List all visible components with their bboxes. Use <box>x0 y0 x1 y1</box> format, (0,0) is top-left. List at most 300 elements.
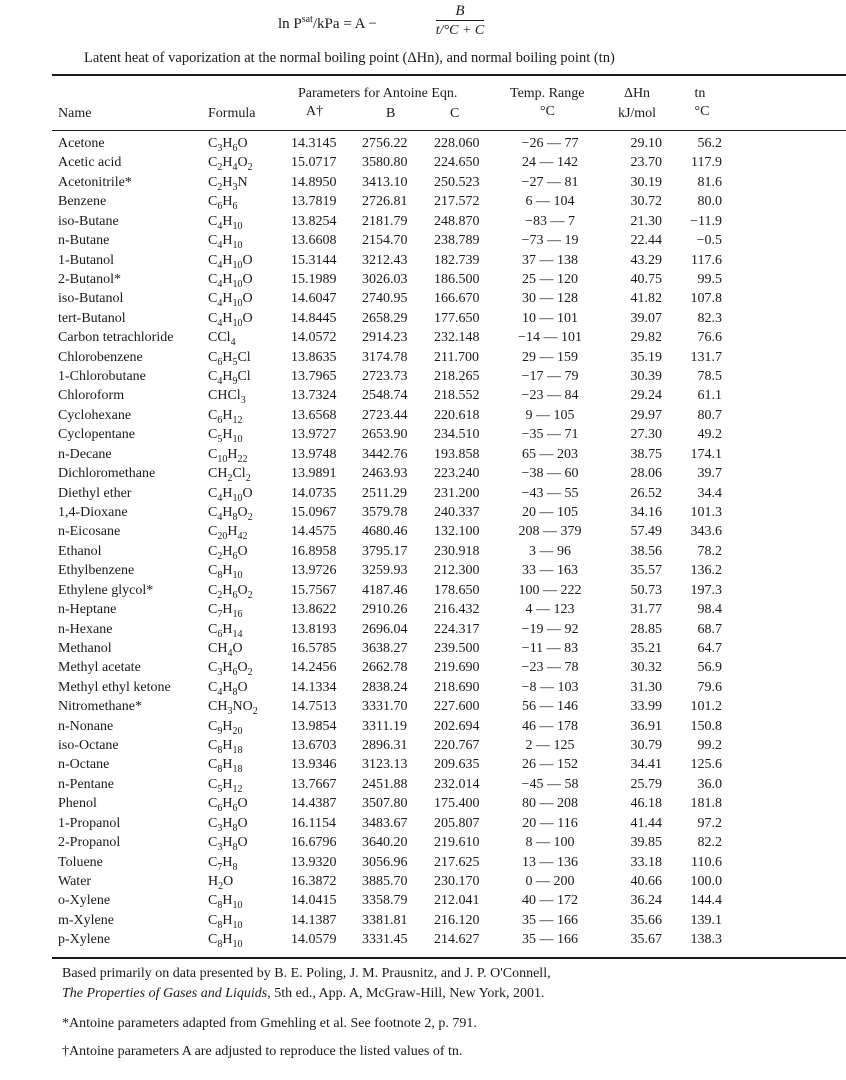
cell-a: 16.1154 <box>291 815 336 831</box>
cell-a: 15.0717 <box>291 155 337 171</box>
cell-name: Cyclopentane <box>58 427 135 443</box>
table-row <box>0 348 846 367</box>
cell-temp-range: 0 — 200 <box>525 873 575 889</box>
cell-formula: $C_3H_8O$ <box>208 835 248 853</box>
header-tn-unit: °C <box>694 104 710 119</box>
cell-c: 177.650 <box>434 310 480 326</box>
cell-b: 3259.93 <box>362 563 408 579</box>
cell-dh: 35.66 <box>630 912 662 928</box>
cell-c: 232.014 <box>434 776 480 792</box>
cell-name: Methyl acetate <box>58 660 141 676</box>
table-row <box>0 328 846 347</box>
cell-tn: 107.8 <box>690 291 722 307</box>
cell-name: Phenol <box>58 796 97 812</box>
cell-temp-range: −19 — 92 <box>521 621 579 637</box>
cell-dh: 23.70 <box>630 155 662 171</box>
table-row <box>0 833 846 852</box>
cell-name: Acetone <box>58 136 105 151</box>
cell-name: Methanol <box>58 640 112 656</box>
cell-b: 2723.44 <box>362 407 408 423</box>
cell-b: 2511.29 <box>362 485 407 501</box>
cell-b: 3331.45 <box>362 932 408 948</box>
cell-tn: 98.4 <box>697 602 722 618</box>
table-row <box>0 775 846 794</box>
cell-dh: 30.19 <box>630 174 662 190</box>
footnote-book-title: The Properties of Gases and Liquids <box>62 986 268 1001</box>
cell-a: 14.1387 <box>291 912 337 928</box>
cell-c: 132.100 <box>434 524 480 540</box>
cell-temp-range: 4 — 123 <box>525 602 575 618</box>
cell-formula: $C_2H_3N$ <box>208 174 248 193</box>
cell-b: 2723.73 <box>362 369 408 385</box>
cell-tn: 49.2 <box>697 427 722 443</box>
cell-a: 14.0735 <box>291 485 337 501</box>
cell-a: 16.5785 <box>291 640 337 656</box>
cell-b: 3413.10 <box>362 174 408 190</box>
table-row <box>0 542 846 561</box>
cell-b: 2696.04 <box>362 621 408 637</box>
cell-dh: 29.24 <box>630 388 662 404</box>
cell-formula: $C_4H_{10}$ <box>208 213 243 232</box>
cell-b: 4680.46 <box>362 524 408 540</box>
cell-dh: 29.10 <box>630 136 662 151</box>
cell-temp-range: 20 — 105 <box>522 504 578 520</box>
cell-formula: $CH_4O$ <box>208 640 243 659</box>
header-name: Name <box>58 106 92 121</box>
cell-name: n-Hexane <box>58 621 113 637</box>
cell-tn: 131.7 <box>690 349 722 365</box>
cell-c: 209.635 <box>434 757 480 773</box>
cell-tn: 343.6 <box>690 524 722 540</box>
header-formula: Formula <box>208 106 256 121</box>
cell-temp-range: 25 — 120 <box>522 271 578 287</box>
cell-dh: 29.97 <box>630 407 662 423</box>
cell-temp-range: 24 — 142 <box>522 155 578 171</box>
cell-a: 15.0967 <box>291 504 337 520</box>
cell-temp-range: 30 — 128 <box>522 291 578 307</box>
cell-tn: 79.6 <box>697 679 722 695</box>
cell-tn: 39.7 <box>697 466 722 482</box>
header-a: A† <box>306 104 324 119</box>
cell-tn: 150.8 <box>690 718 722 734</box>
cell-formula: $C_{20}H_{42}$ <box>208 524 248 543</box>
cell-a: 13.9727 <box>291 427 337 443</box>
cell-tn: 144.4 <box>690 893 722 909</box>
cell-tn: 97.2 <box>697 815 722 831</box>
cell-a: 15.1989 <box>291 271 337 287</box>
table-bottom-rule <box>52 957 846 959</box>
cell-dh: 27.30 <box>630 427 662 443</box>
table-row <box>0 678 846 697</box>
cell-a: 14.8950 <box>291 174 337 190</box>
equation-fraction <box>434 2 486 41</box>
cell-a: 14.0572 <box>291 330 337 346</box>
cell-name: iso-Butane <box>58 213 119 229</box>
table-row <box>0 192 846 211</box>
cell-a: 13.9748 <box>291 446 337 462</box>
cell-temp-range: −43 — 55 <box>521 485 579 501</box>
cell-temp-range: 100 — 222 <box>518 582 582 598</box>
cell-temp-range: 37 — 138 <box>522 252 578 268</box>
table-row <box>0 270 846 289</box>
cell-c: 202.694 <box>434 718 480 734</box>
cell-temp-range: 56 — 146 <box>522 699 578 715</box>
cell-tn: 56.9 <box>697 660 722 676</box>
table-row <box>0 251 846 270</box>
cell-formula: $C_7H_{16}$ <box>208 602 243 620</box>
header-b: B <box>386 106 396 121</box>
cell-c: 230.170 <box>434 873 480 889</box>
cell-c: 212.300 <box>434 563 480 579</box>
cell-temp-range: 65 — 203 <box>522 446 578 462</box>
cell-tn: 64.7 <box>697 640 722 656</box>
cell-tn: 138.3 <box>690 932 722 948</box>
cell-name: Water <box>58 873 92 889</box>
table-row <box>0 289 846 308</box>
table-row <box>0 658 846 677</box>
cell-dh: 26.52 <box>630 485 662 501</box>
cell-a: 13.6568 <box>291 407 337 423</box>
cell-name: Ethylbenzene <box>58 563 135 579</box>
cell-dh: 46.18 <box>630 796 662 812</box>
cell-dh: 33.99 <box>630 699 662 715</box>
cell-formula: $C_4H_{10}O$ <box>208 252 253 271</box>
cell-a: 13.7667 <box>291 776 337 792</box>
cell-c: 175.400 <box>434 796 480 812</box>
header-tn: tn <box>694 86 706 101</box>
cell-formula: $C_8H_{10}$ <box>208 912 243 931</box>
cell-a: 13.8622 <box>291 602 337 618</box>
cell-dh: 38.75 <box>630 446 662 462</box>
cell-c: 238.789 <box>434 233 480 249</box>
cell-tn: 68.7 <box>697 621 722 637</box>
cell-c: 212.041 <box>434 893 480 909</box>
cell-c: 217.572 <box>434 194 480 210</box>
table-row <box>0 309 846 328</box>
cell-tn: 99.2 <box>697 738 722 754</box>
cell-a: 13.9346 <box>291 757 337 773</box>
cell-temp-range: −23 — 84 <box>521 388 579 404</box>
cell-b: 2726.81 <box>362 194 408 210</box>
cell-name: Benzene <box>58 194 107 210</box>
cell-a: 14.1334 <box>291 679 337 695</box>
cell-name: n-Heptane <box>58 602 117 618</box>
cell-formula: $C_6H_{12}$ <box>208 407 243 426</box>
cell-tn: 101.3 <box>690 504 722 520</box>
cell-temp-range: −83 — 7 <box>525 213 575 229</box>
cell-b: 3483.67 <box>362 815 408 831</box>
cell-c: 234.510 <box>434 427 480 443</box>
cell-tn: 80.0 <box>697 194 722 210</box>
cell-tn: 36.0 <box>697 776 722 792</box>
cell-b: 2451.88 <box>362 776 408 792</box>
cell-c: 219.690 <box>434 660 480 676</box>
cell-c: 223.240 <box>434 466 480 482</box>
table-row <box>0 134 846 153</box>
cell-temp-range: 2 — 125 <box>525 738 575 754</box>
cell-temp-range: 9 — 105 <box>525 407 575 423</box>
cell-b: 3507.80 <box>362 796 408 812</box>
cell-c: 250.523 <box>434 174 480 190</box>
cell-a: 14.4575 <box>291 524 337 540</box>
table-row <box>0 406 846 425</box>
header-temp-unit: °C <box>540 104 555 119</box>
cell-b: 3174.78 <box>362 349 408 365</box>
cell-temp-range: −11 — 83 <box>521 640 579 656</box>
cell-formula: $C_6H_6$ <box>208 194 238 213</box>
cell-c: 218.690 <box>434 679 480 695</box>
cell-tn: 78.5 <box>697 369 722 385</box>
cell-tn: 197.3 <box>690 582 722 598</box>
cell-dh: 30.39 <box>630 369 662 385</box>
table-row <box>0 173 846 192</box>
cell-name: Ethylene glycol* <box>58 582 154 598</box>
table-top-rule <box>52 74 846 76</box>
cell-b: 3638.27 <box>362 640 408 656</box>
cell-a: 13.9320 <box>291 854 337 870</box>
cell-dh: 41.44 <box>630 815 662 831</box>
cell-a: 16.8958 <box>291 543 337 559</box>
cell-dh: 21.30 <box>630 213 662 229</box>
cell-temp-range: 46 — 178 <box>522 718 578 734</box>
cell-a: 14.7513 <box>291 699 337 715</box>
equation-lhs: $\ln P^{sat}$/kPa = A − <box>278 14 377 32</box>
cell-tn: 61.1 <box>697 388 722 404</box>
cell-dh: 31.77 <box>630 602 662 618</box>
table-row <box>0 445 846 464</box>
cell-a: 16.3872 <box>291 873 337 889</box>
cell-dh: 35.21 <box>630 640 662 656</box>
cell-tn: 136.2 <box>690 563 722 579</box>
cell-a: 13.7819 <box>291 194 337 210</box>
table-row <box>0 736 846 755</box>
cell-name: Methyl ethyl ketone <box>58 679 171 695</box>
cell-name: p-Xylene <box>58 932 111 948</box>
cell-name: Diethyl ether <box>58 485 132 501</box>
header-c: C <box>450 106 460 121</box>
cell-b: 3123.13 <box>362 757 408 773</box>
cell-b: 3331.70 <box>362 699 408 715</box>
cell-name: iso-Octane <box>58 738 119 754</box>
table-row <box>0 600 846 619</box>
cell-formula: $C_5H_{12}$ <box>208 776 243 795</box>
cell-temp-range: 40 — 172 <box>522 893 578 909</box>
table-row <box>0 639 846 658</box>
cell-formula: $CH_2Cl_2$ <box>208 466 251 484</box>
table-row <box>0 794 846 813</box>
cell-tn: 81.6 <box>697 174 722 190</box>
cell-formula: $C_6H_6O$ <box>208 796 248 815</box>
table-row <box>0 522 846 541</box>
cell-b: 2740.95 <box>362 291 408 307</box>
cell-formula: $H_2O$ <box>208 873 234 892</box>
cell-name: n-Octane <box>58 757 110 773</box>
cell-b: 3381.81 <box>362 912 408 928</box>
cell-formula: $C_9H_{20}$ <box>208 718 243 737</box>
table-row <box>0 581 846 600</box>
cell-a: 16.6796 <box>291 835 337 851</box>
cell-dh: 39.85 <box>630 835 662 851</box>
cell-name: iso-Butanol <box>58 291 124 307</box>
cell-dh: 30.72 <box>630 194 662 210</box>
cell-tn: 174.1 <box>690 446 722 462</box>
cell-formula: $CH_3NO_2$ <box>208 699 258 717</box>
cell-name: Nitromethane* <box>58 699 142 715</box>
cell-dh: 30.32 <box>630 660 662 676</box>
cell-formula: $C_4H_8O_2$ <box>208 504 253 523</box>
cell-temp-range: −26 — 77 <box>521 136 579 151</box>
cell-c: 231.200 <box>434 485 480 501</box>
table-row <box>0 503 846 522</box>
cell-b: 2463.93 <box>362 466 408 482</box>
cell-tn: −0.5 <box>696 233 722 249</box>
cell-c: 216.120 <box>434 912 480 928</box>
cell-name: Acetic acid <box>58 155 122 171</box>
cell-dh: 31.30 <box>630 679 662 695</box>
cell-tn: 125.6 <box>690 757 722 773</box>
cell-name: Acetonitrile* <box>58 174 132 190</box>
cell-c: 224.317 <box>434 621 480 637</box>
equation-denominator: t/°C + C <box>435 23 485 38</box>
cell-name: n-Decane <box>58 446 112 462</box>
cell-c: 218.552 <box>434 388 480 404</box>
cell-c: 230.918 <box>434 543 480 559</box>
table-row <box>0 153 846 172</box>
cell-name: n-Eicosane <box>58 524 121 540</box>
cell-dh: 33.18 <box>630 854 662 870</box>
cell-c: 219.610 <box>434 835 480 851</box>
cell-a: 13.8254 <box>291 213 337 229</box>
footnote-source-rest: , 5th ed., App. A, McGraw-Hill, New York, 2001. <box>267 986 545 1001</box>
cell-b: 3056.96 <box>362 854 408 870</box>
equation-numerator: B <box>455 3 465 19</box>
cell-tn: 82.3 <box>697 310 722 326</box>
cell-a: 13.6608 <box>291 233 337 249</box>
cell-temp-range: −45 — 58 <box>521 776 579 792</box>
cell-dh: 40.75 <box>630 271 662 287</box>
cell-tn: 78.2 <box>697 543 722 559</box>
cell-c: 217.625 <box>434 854 480 870</box>
cell-formula: $C_4H_9Cl$ <box>208 369 251 387</box>
cell-dh: 28.06 <box>630 466 662 482</box>
cell-tn: 100.0 <box>690 873 722 889</box>
cell-name: o-Xylene <box>58 893 111 909</box>
cell-formula: $C_4H_{10}O$ <box>208 310 253 329</box>
cell-a: 14.0415 <box>291 893 337 909</box>
cell-temp-range: 29 — 159 <box>522 349 578 365</box>
cell-formula: $C_4H_{10}O$ <box>208 271 253 290</box>
cell-dh: 43.29 <box>630 252 662 268</box>
header-dh-unit: kJ/mol <box>617 106 657 121</box>
cell-temp-range: 35 — 166 <box>522 912 578 928</box>
cell-name: Carbon tetrachloride <box>58 330 174 346</box>
cell-name: Chloroform <box>58 388 125 404</box>
cell-formula: CHCl$_3$ <box>208 388 246 407</box>
cell-b: 4187.46 <box>362 582 408 598</box>
cell-dh: 38.56 <box>630 543 662 559</box>
cell-c: 228.060 <box>434 136 480 151</box>
cell-name: m-Xylene <box>58 912 114 928</box>
cell-b: 3579.78 <box>362 504 408 520</box>
cell-formula: $C_2H_6O$ <box>208 543 248 562</box>
cell-name: 2-Propanol <box>58 835 121 851</box>
cell-a: 15.3144 <box>291 252 337 268</box>
table-row <box>0 930 846 949</box>
cell-formula: $C_8H_{18}$ <box>208 738 243 756</box>
cell-formula: $C_8H_{10}$ <box>208 563 243 582</box>
cell-c: 220.618 <box>434 407 480 423</box>
cell-formula: $C_4H_8O$ <box>208 679 248 698</box>
cell-temp-range: 10 — 101 <box>522 310 578 326</box>
cell-formula: $C_3H_6O_2$ <box>208 660 253 679</box>
cell-dh: 41.82 <box>630 291 662 307</box>
cell-a: 13.9726 <box>291 563 337 579</box>
cell-c: 214.627 <box>434 932 480 948</box>
cell-formula: $C_2H_6O_2$ <box>208 582 253 601</box>
cell-b: 3640.20 <box>362 835 408 851</box>
cell-a: 13.8193 <box>291 621 337 637</box>
cell-b: 3795.17 <box>362 543 408 559</box>
footnote-source-2 <box>62 986 544 1002</box>
cell-temp-range: 8 — 100 <box>525 835 575 851</box>
cell-dh: 29.82 <box>630 330 662 346</box>
cell-temp-range: 26 — 152 <box>522 757 578 773</box>
cell-a: 13.8635 <box>291 349 337 365</box>
footnote-asterisk: *Antoine parameters adapted from Gmehling et al. See footnote 2, p. 791. <box>62 1016 477 1031</box>
cell-b: 3358.79 <box>362 893 408 909</box>
cell-formula: $C_6H_{14}$ <box>208 621 243 640</box>
cell-c: 248.870 <box>434 213 480 229</box>
table-header-rule <box>52 130 846 131</box>
cell-c: 182.739 <box>434 252 480 268</box>
cell-temp-range: 20 — 116 <box>522 815 578 831</box>
cell-name: 1-Chlorobutane <box>58 369 146 385</box>
header-temp-range: Temp. Range <box>510 86 585 101</box>
cell-formula: $C_7H_8$ <box>208 854 238 873</box>
cell-c: 186.500 <box>434 271 480 287</box>
cell-temp-range: −8 — 103 <box>521 679 579 695</box>
cell-formula: $C_{10}H_{22}$ <box>208 446 248 465</box>
cell-temp-range: 13 — 136 <box>522 854 578 870</box>
cell-c: 227.600 <box>434 699 480 715</box>
cell-formula: $C_8H_{18}$ <box>208 757 243 776</box>
cell-name: Cyclohexane <box>58 407 132 423</box>
cell-formula: CCl$_4$ <box>208 330 236 348</box>
cell-formula: $C_4H_{10}$ <box>208 233 243 251</box>
table-row <box>0 425 846 444</box>
cell-dh: 36.91 <box>630 718 662 734</box>
cell-tn: 181.8 <box>690 796 722 812</box>
cell-c: 220.767 <box>434 738 480 754</box>
cell-tn: 76.6 <box>697 330 722 346</box>
cell-dh: 40.66 <box>630 873 662 889</box>
cell-name: 1,4-Dioxane <box>58 504 128 520</box>
cell-temp-range: 3 — 96 <box>529 543 571 559</box>
cell-formula: $C_3H_8O$ <box>208 815 248 834</box>
cell-b: 2838.24 <box>362 679 408 695</box>
cell-temp-range: −35 — 71 <box>521 427 579 443</box>
cell-temp-range: 80 — 208 <box>522 796 578 812</box>
cell-name: 1-Butanol <box>58 252 114 268</box>
cell-formula: $C_5H_{10}$ <box>208 427 243 446</box>
table-row <box>0 717 846 736</box>
table-row <box>0 872 846 891</box>
cell-b: 3442.76 <box>362 446 408 462</box>
cell-name: Chlorobenzene <box>58 349 143 365</box>
cell-b: 2756.22 <box>362 136 408 151</box>
cell-b: 3311.19 <box>362 718 407 734</box>
cell-c: 166.670 <box>434 291 480 307</box>
